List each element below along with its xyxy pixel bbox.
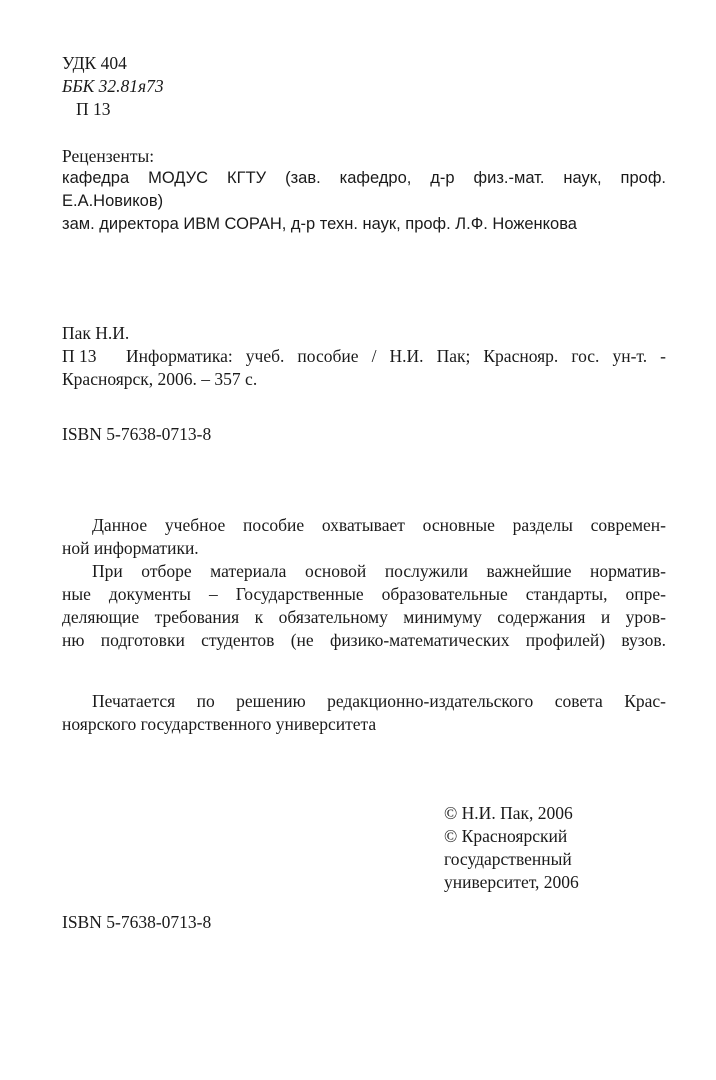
copyright-university-line-1: © Красноярский — [444, 826, 568, 846]
reviewers-heading: Рецензенты: — [62, 146, 155, 166]
reviewer-1-line-2: Е.А.Новиков) — [62, 192, 164, 210]
author-mark: П 13 — [76, 99, 111, 119]
copyright-block — [444, 803, 579, 895]
annotation-line: деляющие требования к обязательному минимуму содержания и уров- — [62, 607, 666, 627]
annotation-line: Данное учебное пособие охватывает основные разделы современ- — [92, 515, 666, 535]
publication-note — [62, 691, 666, 737]
isbn-bottom: ISBN 5-7638-0713-8 — [62, 912, 212, 932]
biblio-mark: П 13 — [62, 346, 97, 366]
publication-note-line-2: ноярского государственного университета — [62, 714, 377, 734]
classification-codes — [62, 53, 164, 122]
annotation-line: ню подготовки студентов (не физико-математических профилей) вузов. — [62, 630, 666, 650]
biblio-description-line-1: Информатика: учеб. пособие / Н.И. Пак; Краснояр. гос. ун-т. - — [126, 346, 666, 366]
biblio-description-row — [62, 346, 666, 369]
reviewer-1-line-1: кафедра МОДУС КГТУ (зав. кафедро, д-р физ.-мат. наук, проф. — [62, 169, 666, 187]
bbk-code: ББК 32.81я73 — [62, 76, 164, 96]
reviewer-2: зам. директора ИВМ СОРАН, д-р техн. наук, проф. Л.Ф. Ноженкова — [62, 215, 577, 233]
copyright-university-line-2: государственный — [444, 849, 572, 869]
publication-note-line-1: Печатается по решению редакционно-издательского совета Крас- — [92, 691, 666, 711]
copyright-university-line-3: университет, 2006 — [444, 872, 579, 892]
reviewers-block — [62, 146, 666, 238]
udk-code: УДК 404 — [62, 53, 127, 73]
isbn-top: ISBN 5-7638-0713-8 — [62, 424, 212, 444]
annotation — [62, 515, 666, 653]
annotation-line: ные документы – Государственные образовательные стандарты, опре- — [62, 584, 666, 604]
copyright-author: © Н.И. Пак, 2006 — [444, 803, 573, 823]
annotation-line: ной информатики. — [62, 538, 199, 558]
annotation-line: При отборе материала основой послужили важнейшие норматив- — [92, 561, 666, 581]
bibliographic-record — [62, 323, 666, 392]
biblio-author: Пак Н.И. — [62, 323, 130, 343]
biblio-description-line-2: Красноярск, 2006. – 357 с. — [62, 369, 258, 389]
